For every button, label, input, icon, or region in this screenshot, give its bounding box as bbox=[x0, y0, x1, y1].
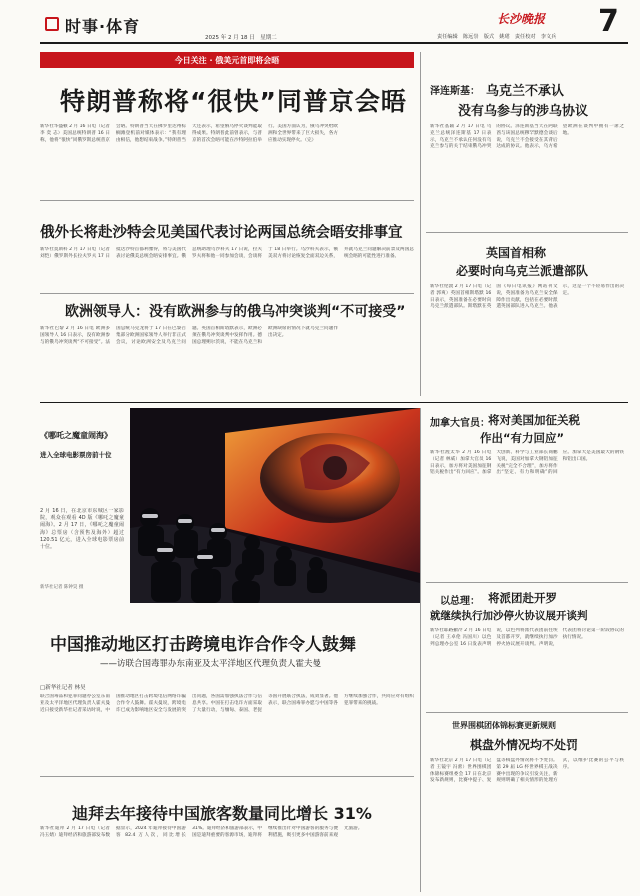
section-flag-ornament bbox=[45, 17, 59, 31]
masthead bbox=[0, 0, 640, 46]
story3-headline-pre: 欧洲领导人：没有欧洲参与的俄乌冲突谈判 bbox=[65, 304, 331, 320]
side2 bbox=[426, 236, 628, 396]
tourism-body: 新华社迪拜 2 月 17 日电（记者 冯玉婧）迪拜经济和旅游部发布数据显示，2024 年迪拜接待中国游客 82.4 万人次，同比增长 31%。迪拜经济和旅游部表示，中国是迪拜重要的客源市场，迪拜将继续推出针对中国游客的服务与便利措施，吸引更多中国游客前来观光旅游。 bbox=[40, 826, 363, 838]
masthead-rule bbox=[40, 42, 628, 44]
china-body: 联合国毒品和犯罪问题办公室东南亚及太平洋地区代理负责人霍夫曼近日接受新华社记者采访时说，中国推动地区打击跨境电信网络诈骗合作令人鼓舞。霍夫曼说，跨境电诈已成为影响地区安全与发展的突出问题，各国需加强执法合作与信息共享。中国在打击电诈方面采取了大量行动，与缅甸、泰国、老挝等国开展联合执法，成效显著。他表示，联合国毒罪办愿与中国等各方继续加强合作，共同应对有组织犯罪带来的挑战。 bbox=[40, 694, 414, 713]
side3-body: 新华社耶路撒冷 2 月 16 日电（记者 王卓伦 冯国川）以色列总理办公室 16 日发表声明说，以色列将派代表团前往埃及首都开罗，就继续执行加沙停火协议展开谈判。声明说，代表团将讨论第一阶段协议的执行情况。 bbox=[430, 628, 624, 647]
side3-headline-b: 就继续执行加沙停火协议展开谈判 bbox=[430, 610, 588, 622]
divider-side3 bbox=[426, 712, 628, 713]
side4-headline: 棋盘外情况均不处罚 bbox=[470, 738, 579, 752]
story2-body: 新华社莫斯科 2 月 17 日电（记者 刘恺）俄罗斯外长拉夫罗夫 17 日抵达沙特首都利雅得，将与美国代表讨论俄美总统会晤安排事宜。俄总统助理乌沙科夫 17 日说，拉夫罗夫将和他一同参加会谈，会谈将于 18 日举行。乌沙科夫表示，俄美双方将讨论恢复全面双边关系，并就乌克兰问题解决前景及两国总统会晤的可能性进行准备。 bbox=[40, 247, 414, 259]
film-caption-body: 2 月 16 日，在北京市东城区一家影院，观众在观看 4D 版《哪吒之魔童闹海》。2 月 17 日，《哪吒之魔童闹海》总票房（含预售及海外）超过 120.51 亿元，进入全球电影票房前十位。 bbox=[40, 508, 124, 551]
canada-kicker: 加拿大官员： bbox=[430, 418, 490, 429]
paper-logo: 长沙晚报 bbox=[497, 12, 546, 26]
sidebar-vrule bbox=[420, 52, 421, 396]
cinema-photo-image bbox=[130, 408, 420, 603]
divider-2 bbox=[40, 293, 414, 294]
lead-banner bbox=[40, 52, 414, 68]
section-title: 时事·体育 bbox=[65, 17, 141, 36]
divider-canada bbox=[426, 582, 628, 583]
side3-kicker: 以总理： bbox=[440, 596, 480, 607]
divider-3 bbox=[40, 776, 414, 777]
side2-headline-a: 英国首相称 bbox=[486, 246, 547, 260]
story3-headline-quote: “不可接受” bbox=[331, 304, 406, 320]
film-credit: 新华社记者 陈钟昊 摄 bbox=[40, 585, 84, 590]
canada bbox=[426, 408, 628, 580]
side3 bbox=[426, 588, 628, 710]
story3-headline bbox=[65, 301, 405, 321]
lead-banner-text: 今日关注 · 俄美元首即将会晤 bbox=[174, 56, 280, 65]
cinema-photo bbox=[130, 408, 420, 603]
section-flag bbox=[45, 14, 195, 36]
canada-body: 新华社渥太华 2 月 16 日电（记者 林威）加拿大官员 16 日表示，加方将对美国加征钢铝关税作出“有力回应”。加拿大创新、科学与工业部长商鹏飞说，美国对加拿大钢铝加征关税“完全不合理”，加方将作出“坚定、有力和明确”的回应。加拿大是美国最大的钢铁和铝出口国。 bbox=[430, 450, 624, 476]
film-caption-sub: 进入全球电影票房前十位 bbox=[40, 451, 112, 459]
story2-headline: 俄外长将赴沙特会见美国代表讨论两国总统会晤安排事宜 bbox=[40, 225, 403, 241]
editor-line: 责任编辑 陈远崇 版式 姚珺 责任校对 李文兵 bbox=[437, 34, 557, 40]
photo-top-rule bbox=[40, 402, 628, 403]
divider-side bbox=[426, 232, 628, 233]
story3-body: 新华社巴黎 2 月 16 日电 欧洲多国领导人 16 日表示，没有欧洲参与的俄乌冲突谈判“不可接受”。法国总统马克龙将于 17 日在巴黎召集部分欧洲国家领导人举行非正式会议，讨论欧洲安全及乌克兰问题。英国首相斯塔默表示，欧洲必须在俄乌冲突谈判中发挥作用。德国总理朔尔茨说，不能在乌克兰和欧洲缺席的情况下就乌克兰问题作出决定。 bbox=[40, 326, 338, 345]
lead-headline-post: 同普京会晤 bbox=[276, 87, 407, 116]
china-subhead: ——访联合国毒罪办东南亚及太平洋地区代理负责人霍夫曼 bbox=[100, 659, 322, 669]
side1-body: 新华社基辅 2 月 17 日电 乌克兰总统泽连斯基 17 日表示，乌克兰不承认任何没有乌克兰参与的关于结束俄乌冲突的协议。泽连斯基当天在阿联酋与该国总统穆罕默德会谈后说，乌克兰不会接受在其背后达成的协议。他表示，乌方希望欧洲在谈判中拥有一席之地。 bbox=[430, 124, 624, 150]
side2-body: 新华社伦敦 2 月 17 日电（记者 郭爽）英国首相斯塔默 16 日表示，英国准备在必要时向乌克兰派遣部队。斯塔默在英国《每日电讯报》网站刊文说，英国准备为乌克兰安全保障作出贡献，包括在必要时派遣英国部队进入乌克兰。他表示，这是一个不轻易作出的决定。 bbox=[430, 284, 624, 310]
side1-headline-a: 乌克兰不承认 bbox=[486, 84, 565, 99]
side1-headline-b: 没有乌参与的涉乌协议 bbox=[458, 104, 589, 119]
side4 bbox=[426, 714, 628, 892]
sidebar-vrule-2 bbox=[420, 408, 421, 892]
side1-kicker: 泽连斯基： bbox=[430, 86, 480, 97]
china-byline: □新华社记者 林昊 bbox=[40, 685, 86, 691]
tourism-headline: 迪拜去年接待中国旅客数量同比增长 31% bbox=[72, 804, 372, 823]
canada-headline-b: 作出“有力回应” bbox=[480, 431, 565, 445]
canada-headline-a: 将对美国加征关税 bbox=[488, 413, 580, 427]
film-caption-title: 《哪吒之魔童闹海》 bbox=[40, 431, 112, 440]
side4-body: 新华社北京 2 月 17 日电（记者 王镜宇 冯蕾）世界围棋团体锦标赛组委会 17 日在北京发布新规则，比赛中提子、复盘等棋盘外情况将不予处罚。第 29 届 LG 杯世界棋王战决赛中出现的争议引发关注，新规则明确了相关情形的处理方式，以维护比赛的公平与秩序。 bbox=[430, 758, 624, 784]
lead-headline-quote: “很快” bbox=[190, 87, 277, 116]
film-caption bbox=[40, 430, 128, 610]
page-number: 7 bbox=[598, 4, 619, 39]
side4-kicker: 世界围棋团体锦标赛更新规则 bbox=[452, 721, 556, 730]
divider-1 bbox=[40, 200, 414, 201]
lead-body: 新华社华盛顿 2 月 16 日电（记者 李 奕 志）美国总统特朗普 16 日称，他将“很快”同俄罗斯总统普京会晤。特朗普当天在佛罗里达州棕榈滩登机前对媒体表示：“我有理由相信，他想结束战争。”特朗普当天还表示，希望俄乌停火谈判能取得成果。特朗普此前曾表示，与普京的首次会晤可能在沙特阿拉伯举行。美国方面认为，俄乌冲突给欧洲和全世界带来了巨大损失，各方应推动实现停火。（完） bbox=[40, 124, 338, 143]
lead-headline-pre: 特朗普称将 bbox=[60, 87, 191, 116]
china-headline: 中国推动地区打击跨境电诈合作令人鼓舞 bbox=[50, 635, 356, 655]
lead-headline bbox=[60, 82, 407, 118]
side3-headline-a: 将派团赴开罗 bbox=[488, 591, 557, 605]
date-line: 2025 年 2 月 18 日 星期二 bbox=[205, 35, 277, 41]
side1 bbox=[426, 52, 628, 228]
side2-headline-b: 必要时向乌克兰派遣部队 bbox=[456, 264, 589, 278]
